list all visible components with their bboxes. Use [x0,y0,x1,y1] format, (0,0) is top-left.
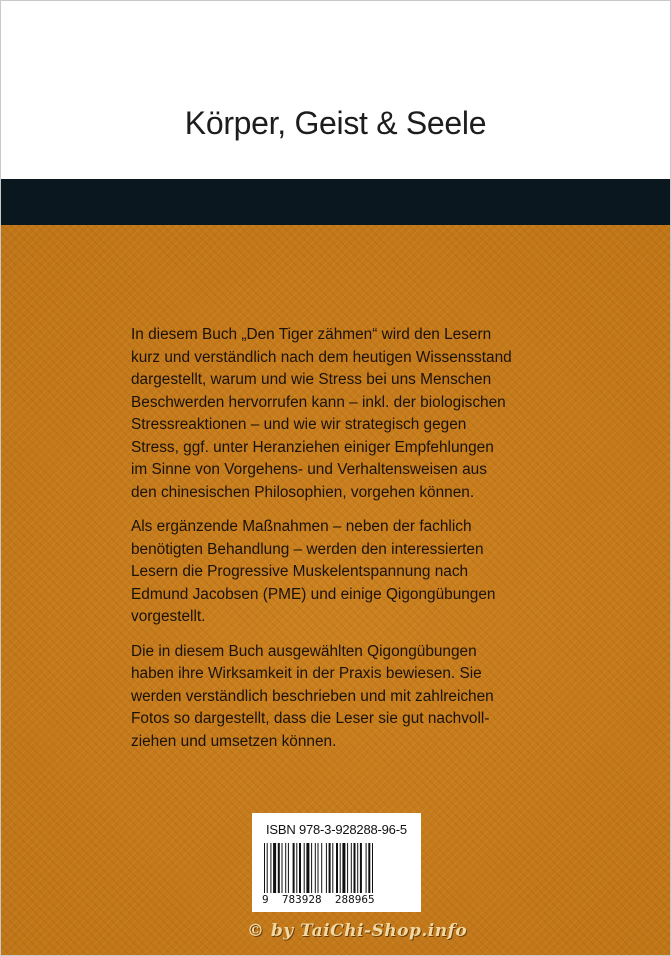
barcode-icon [264,843,410,893]
isbn-barcode-box [252,813,421,912]
blurb-text [131,324,571,765]
copyright-credit: © by TaiChi-Shop.info [247,921,468,941]
isbn-label: ISBN 978-3-928288-96-5 [266,822,407,837]
barcode-digits: 9 783928 288965 [262,893,375,906]
blurb-paragraph-3: Die in diesem Buch ausgewählten Qigongübungen haben ihre Wirksamkeit in der Praxis bewiesen. Sie werden verständlich beschrieben und mit zahlreichen Fotos so dargestellt, dass die Leser sie gut nachvoll- ziehen und umsetzen können. [131,642,494,750]
blurb-paragraph-1: In diesem Buch „Den Tiger zähmen“ wird den Lesern kurz und verständlich nach dem heutigen Wissensstand dargestellt, warum und wie Stress bei uns Menschen Beschwerden hervorrufen kann – inkl. der biologischen Stressreaktionen – und wie wir strategisch gegen Stress, ggf. unter Heranziehen einiger Empfehlungen im Sinne von Vorgehens- und Verhaltensweisen aus den chinesischen Philosophien, vorgehen können. [131,326,512,501]
header-band [1,1,670,179]
blurb-paragraph-2: Als ergänzende Maßnahmen – neben der fachlich benötigten Behandlung – werden den interessierten Lesern die Progressive Muskelentspannung nach Edmund Jacobsen (PME) und einige Qigongübungen vorgestellt. [131,518,496,625]
series-title: Körper, Geist & Seele [184,105,487,141]
dark-divider-band [1,179,670,225]
